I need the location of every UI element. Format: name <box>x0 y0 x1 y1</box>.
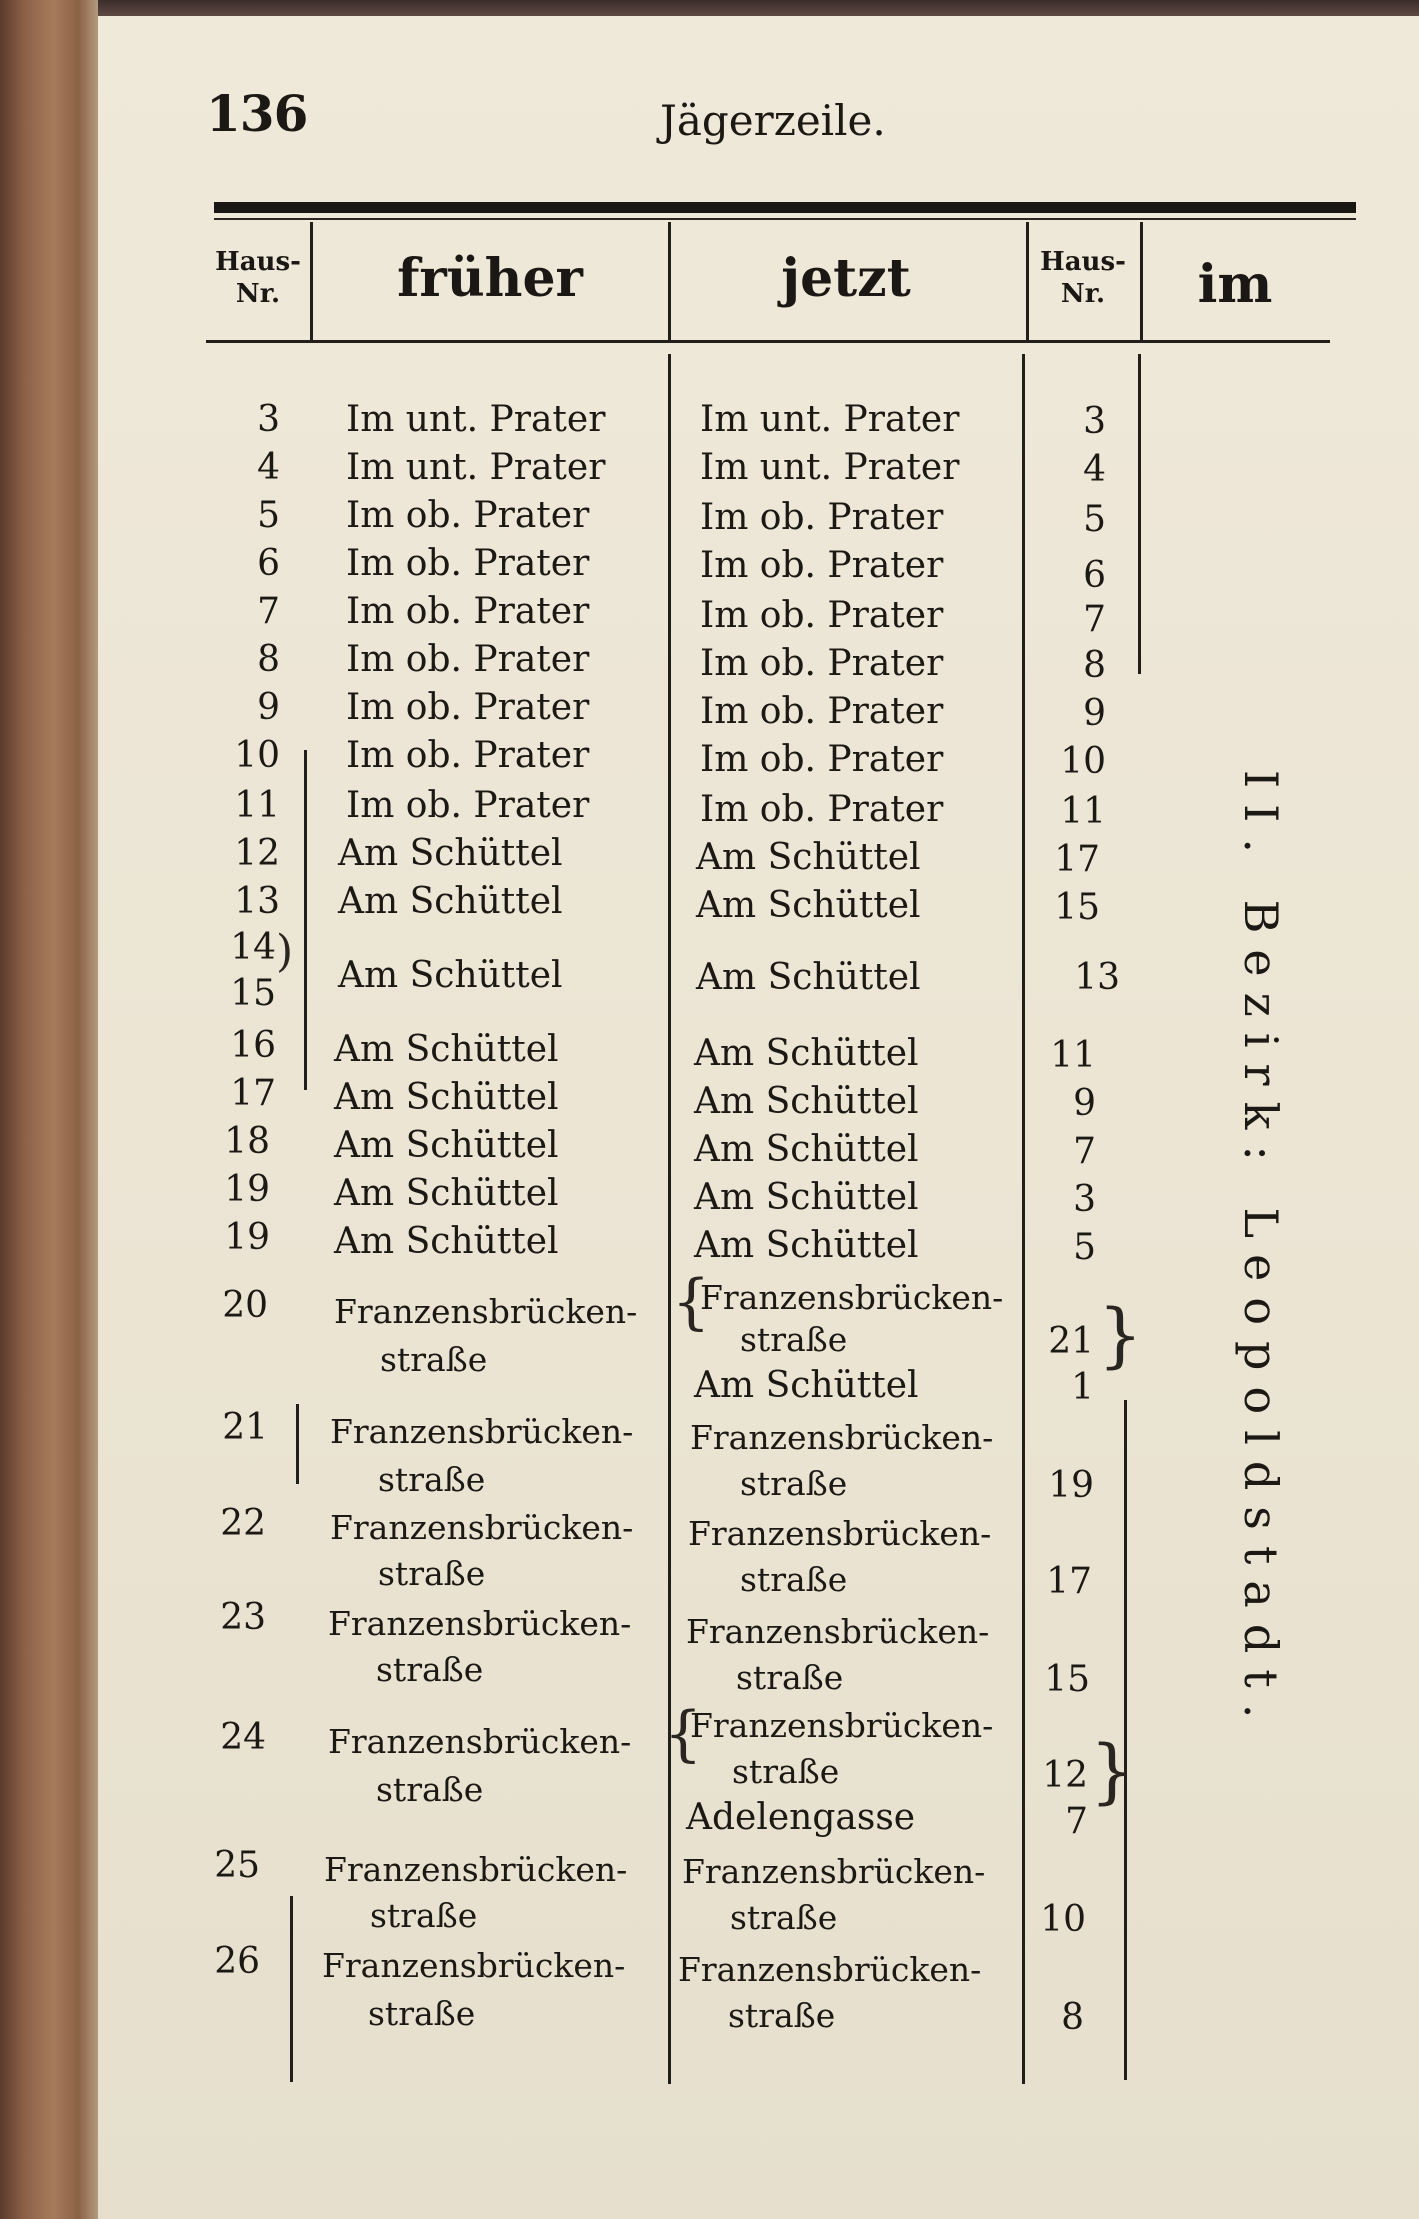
row-neu: 11 <box>1050 1035 1096 1076</box>
row-jetzt-line2: straße <box>740 1464 848 1503</box>
row-frueher: Im ob. Prater <box>346 785 590 826</box>
row-jetzt: Am Schüttel <box>694 1177 919 1218</box>
row-nr: 17 <box>230 1073 276 1114</box>
row-neu: 17 <box>1054 839 1100 880</box>
row-frueher-line1: Franzensbrücken- <box>328 1604 632 1643</box>
brace-mark: ) <box>276 926 294 977</box>
row-neu: 15 <box>1054 887 1100 928</box>
row-nr: 12 <box>234 833 280 874</box>
col-divider-4-head <box>1140 222 1143 340</box>
row-neu: 7 <box>1083 599 1106 640</box>
row-frueher: Am Schüttel <box>338 955 563 996</box>
row-nr: 11 <box>234 785 280 826</box>
row-jetzt-line2: straße <box>740 1320 848 1359</box>
row-nr: 25 <box>214 1845 260 1886</box>
row-nr: 23 <box>220 1597 266 1638</box>
row-jetzt: Im ob. Prater <box>700 497 944 538</box>
row-nr: 10 <box>234 735 280 776</box>
col-divider-1 <box>304 750 307 1090</box>
book-spine <box>0 0 98 2219</box>
row-frueher-line1: Franzensbrücken- <box>322 1946 626 1985</box>
col-divider-1-head <box>310 222 313 340</box>
row-jetzt-line2: straße <box>740 1560 848 1599</box>
row-frueher: Am Schüttel <box>334 1173 559 1214</box>
row-jetzt-line1: Franzensbrücken- <box>700 1278 1004 1317</box>
row-jetzt: Am Schüttel <box>696 957 921 998</box>
row-frueher-line1: Franzensbrücken- <box>334 1292 638 1331</box>
row-jetzt: Im unt. Prater <box>700 399 960 440</box>
page-number: 136 <box>206 84 308 143</box>
district-side-label: II. Bezirk: Leopoldstadt. <box>1234 770 1288 1735</box>
row-jetzt-line1: Franzensbrücken- <box>688 1514 992 1553</box>
row-frueher: Im ob. Prater <box>346 495 590 536</box>
row-jetzt-line3: Adelengasse <box>686 1797 916 1838</box>
row-frueher: Am Schüttel <box>334 1125 559 1166</box>
row-frueher-line2: straße <box>376 1770 484 1809</box>
row-frueher: Am Schüttel <box>338 833 563 874</box>
row-jetzt-line1: Franzensbrücken- <box>682 1852 986 1891</box>
row-jetzt: Im unt. Prater <box>700 447 960 488</box>
row-frueher-line1: Franzensbrücken- <box>330 1412 634 1451</box>
row-frueher: Im ob. Prater <box>346 639 590 680</box>
row-neu: 19 <box>1048 1465 1094 1506</box>
row-neu: 15 <box>1044 1659 1090 1700</box>
row-nr: 26 <box>214 1941 260 1982</box>
row-jetzt: Am Schüttel <box>694 1033 919 1074</box>
row-neu: 17 <box>1046 1561 1092 1602</box>
row-neu: 7 <box>1073 1131 1096 1172</box>
row-jetzt: Am Schüttel <box>694 1081 919 1122</box>
row-neu: 5 <box>1073 1227 1096 1268</box>
row-frueher: Im ob. Prater <box>346 543 590 584</box>
row-jetzt-line1: Franzensbrücken- <box>690 1706 994 1745</box>
col-divider-1b <box>296 1404 299 1484</box>
row-nr: 20 <box>222 1285 268 1326</box>
row-nr: 18 <box>224 1121 270 1162</box>
row-jetzt-line2: straße <box>728 1996 836 2035</box>
brace-mark: { <box>664 1699 703 1769</box>
row-nr: 21 <box>222 1407 268 1448</box>
row-jetzt: Am Schüttel <box>694 1225 919 1266</box>
row-nr: 7 <box>257 591 280 632</box>
row-neu-second: 1 <box>1071 1367 1094 1408</box>
row-neu: 12 <box>1042 1755 1088 1796</box>
row-frueher: Im ob. Prater <box>346 735 590 776</box>
col-divider-3-head <box>1026 222 1029 340</box>
row-nr: 19 <box>224 1217 270 1258</box>
row-frueher-line1: Franzensbrücken- <box>330 1508 634 1547</box>
row-jetzt: Im ob. Prater <box>700 691 944 732</box>
row-jetzt: Im ob. Prater <box>700 643 944 684</box>
row-jetzt-line1: Franzensbrücken- <box>690 1418 994 1457</box>
row-frueher-line2: straße <box>370 1896 478 1935</box>
row-frueher: Im ob. Prater <box>346 687 590 728</box>
row-nr: 22 <box>220 1503 266 1544</box>
top-edge <box>0 0 1419 16</box>
row-jetzt-line2: straße <box>730 1898 838 1937</box>
row-frueher: Im unt. Prater <box>346 447 606 488</box>
header-rule-thin <box>214 218 1356 220</box>
row-neu: 5 <box>1083 499 1106 540</box>
brace-mark: } <box>1090 1730 1135 1812</box>
row-neu: 3 <box>1083 401 1106 442</box>
row-frueher-line1: Franzensbrücken- <box>324 1850 628 1889</box>
page-title: Jägerzeile. <box>660 96 886 145</box>
row-nr: 16 <box>230 1025 276 1066</box>
row-nr: 5 <box>257 495 280 536</box>
row-neu: 8 <box>1083 645 1106 686</box>
row-frueher-line2: straße <box>376 1650 484 1689</box>
header-jetzt: jetzt <box>781 248 911 309</box>
col-divider-2 <box>668 354 671 2084</box>
brace-mark: { <box>672 1267 711 1337</box>
col-divider-2-head <box>668 222 671 340</box>
row-jetzt-line1: Franzensbrücken- <box>678 1950 982 1989</box>
row-neu: 11 <box>1060 791 1106 832</box>
row-jetzt: Im ob. Prater <box>700 739 944 780</box>
row-nr: 13 <box>234 881 280 922</box>
row-nr: 6 <box>257 543 280 584</box>
row-jetzt-line2: straße <box>736 1658 844 1697</box>
row-neu: 10 <box>1060 741 1106 782</box>
row-neu: 3 <box>1073 1179 1096 1220</box>
header-bottom-rule <box>206 340 1330 343</box>
row-nr: 19 <box>224 1169 270 1210</box>
col-divider-1c <box>290 1896 293 2082</box>
row-nr: 3 <box>257 399 280 440</box>
row-jetzt: Im ob. Prater <box>700 789 944 830</box>
row-neu-second: 7 <box>1065 1801 1088 1842</box>
row-frueher: Am Schüttel <box>334 1221 559 1262</box>
row-frueher: Am Schüttel <box>338 881 563 922</box>
row-frueher-line2: straße <box>378 1554 486 1593</box>
header-im: im <box>1197 254 1273 315</box>
row-neu: 4 <box>1083 449 1106 490</box>
row-jetzt: Am Schüttel <box>696 837 921 878</box>
row-neu: 13 <box>1074 957 1120 998</box>
row-jetzt: Im ob. Prater <box>700 545 944 586</box>
col-divider-4 <box>1138 354 1141 674</box>
row-frueher: Am Schüttel <box>334 1029 559 1070</box>
row-frueher-line1: Franzensbrücken- <box>328 1722 632 1761</box>
row-jetzt: Am Schüttel <box>694 1129 919 1170</box>
row-frueher: Im unt. Prater <box>346 399 606 440</box>
row-neu: 6 <box>1083 555 1106 596</box>
row-jetzt-line1: Franzensbrücken- <box>686 1612 990 1651</box>
brace-mark: } <box>1098 1294 1143 1376</box>
row-nr: 24 <box>220 1717 266 1758</box>
header-rule-thick <box>214 202 1356 213</box>
row-neu: 21 <box>1048 1321 1094 1362</box>
row-jetzt: Am Schüttel <box>696 885 921 926</box>
row-frueher-line2: straße <box>368 1994 476 2033</box>
header-haus-nr-right: Haus- Nr. <box>1040 247 1126 309</box>
row-neu: 9 <box>1073 1083 1096 1124</box>
header-haus-nr-left: Haus- Nr. <box>215 247 301 309</box>
row-frueher-line2: straße <box>378 1460 486 1499</box>
row-nr: 4 <box>257 447 280 488</box>
row-nr-second: 15 <box>230 973 276 1014</box>
row-jetzt-line2: straße <box>732 1752 840 1791</box>
row-neu: 8 <box>1061 1997 1084 2038</box>
row-jetzt: Im ob. Prater <box>700 595 944 636</box>
row-frueher: Im ob. Prater <box>346 591 590 632</box>
row-neu: 9 <box>1083 693 1106 734</box>
row-jetzt-line3: Am Schüttel <box>694 1365 919 1406</box>
header-frueher: früher <box>397 248 583 309</box>
row-nr: 9 <box>257 687 280 728</box>
row-frueher-line2: straße <box>380 1340 488 1379</box>
row-frueher: Am Schüttel <box>334 1077 559 1118</box>
row-neu: 10 <box>1040 1899 1086 1940</box>
row-nr: 8 <box>257 639 280 680</box>
row-nr: 14 <box>230 927 276 968</box>
